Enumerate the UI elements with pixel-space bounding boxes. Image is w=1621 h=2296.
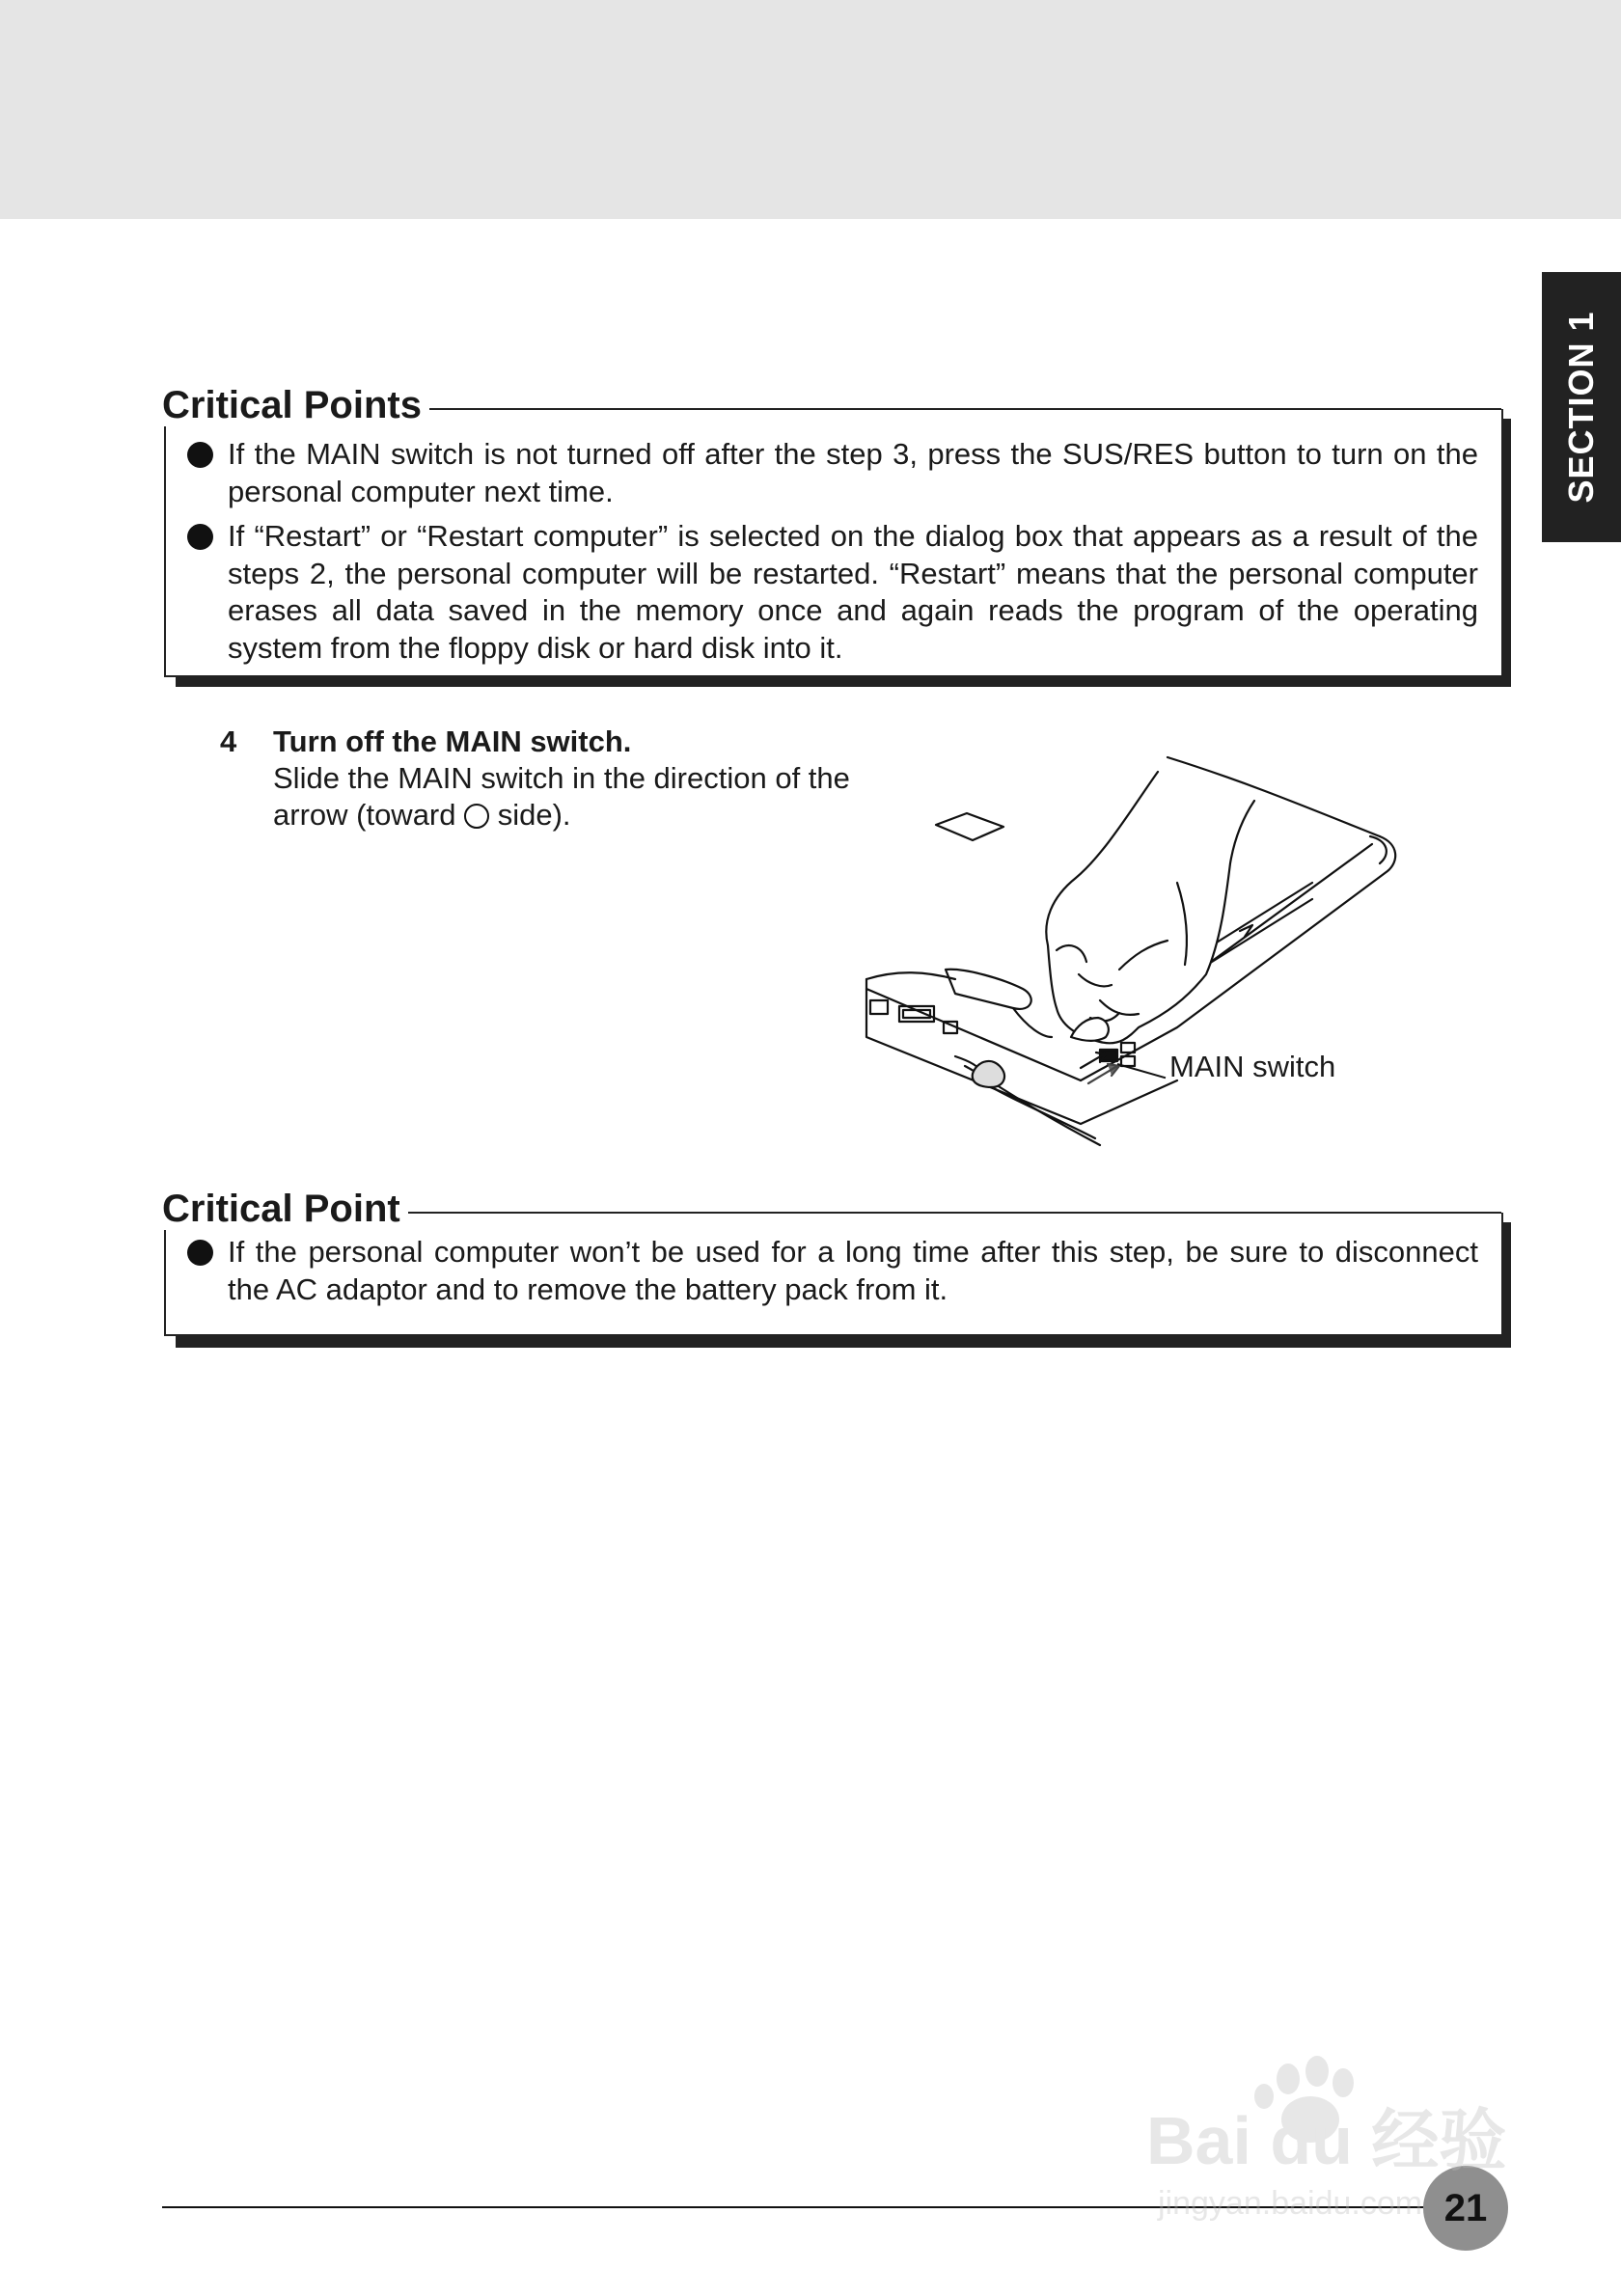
bullet-icon: [187, 524, 213, 550]
list-item: [164, 518, 1478, 667]
top-gray-band: [0, 0, 1621, 219]
bullet-icon: [187, 1240, 213, 1266]
laptop-illustration: [859, 748, 1399, 1153]
main-switch-callout: MAIN switch: [1169, 1050, 1336, 1083]
step-title: Turn off the MAIN switch.: [273, 724, 632, 758]
page-number: 21: [1423, 2166, 1508, 2251]
off-circle-icon: [464, 804, 489, 829]
list-item-text: If the MAIN switch is not turned off after the step 3, press the SUS/RES button to turn on the personal computer next time.: [228, 437, 1478, 508]
step-number: 4: [220, 724, 237, 758]
section-tab-label: SECTION 1: [1561, 311, 1601, 504]
port: [899, 1006, 934, 1022]
critical-point-title: Critical Point: [162, 1188, 408, 1230]
list-item: [164, 436, 1478, 510]
bullet-icon: [187, 442, 213, 468]
step-body: [273, 724, 891, 834]
section-tab: [1542, 272, 1621, 542]
watermark-url-text: jingyan.baidu.com: [1158, 2185, 1423, 2222]
lid-logo: [936, 813, 1003, 840]
critical-points-list: [164, 436, 1478, 667]
hand: [1046, 772, 1254, 1043]
list-item-text: If “Restart” or “Restart computer” is selected on the dialog box that appears as a result of the steps 2, the personal computer will be restarted. “Restart” means that the personal computer erases all data saved in the memory once and again reads the program of the operating system from the floppy disk or hard disk into it.: [228, 519, 1478, 665]
step-text-2: side).: [489, 798, 571, 832]
list-item-text: If the personal computer won’t be used for a long time after this step, be sure to disconnect the AC adaptor and to remove the battery pack from it.: [228, 1235, 1478, 1306]
critical-point-list: [164, 1234, 1478, 1308]
baidu-watermark: [1139, 2050, 1544, 2224]
step-text-1: Slide the MAIN switch in the direction of the arrow (toward: [273, 761, 850, 832]
critical-points-title: Critical Points: [162, 384, 429, 426]
port: [870, 1000, 888, 1014]
watermark-brand-text: Bai du 经验: [1146, 2103, 1507, 2178]
slide-arrow: [1081, 1052, 1106, 1068]
list-item: [164, 1234, 1478, 1308]
